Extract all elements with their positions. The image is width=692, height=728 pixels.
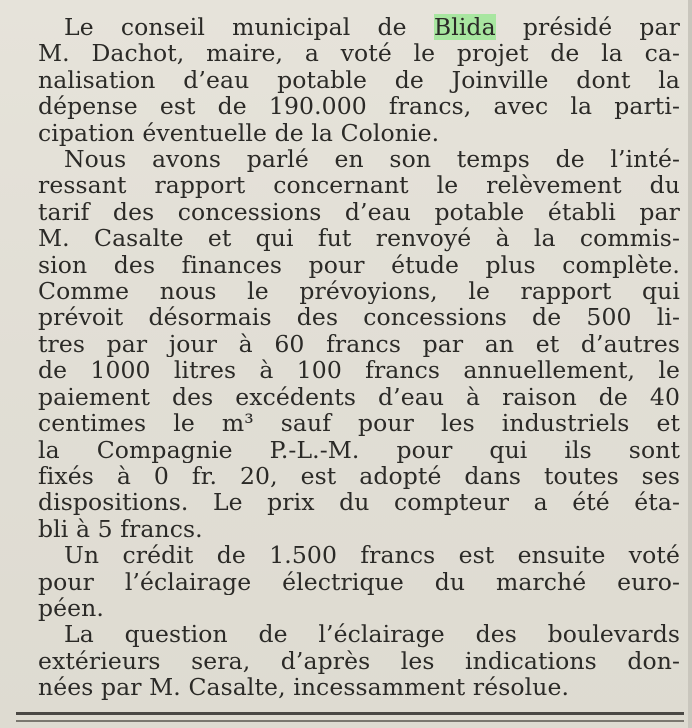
text-line: Comme nous le prévoyions, le rapport qui	[38, 278, 680, 305]
text-line: de 1000 litres à 100 francs annuellement, le	[38, 357, 680, 384]
text-line: centimes le m³ sauf pour les industriels et	[38, 410, 680, 437]
text-line: paiement des excédents d’eau à raison de 40	[38, 383, 680, 411]
highlighted-term: Blida	[433, 14, 496, 41]
column-rule-secondary	[16, 720, 684, 722]
text-line: pour l’éclairage électrique du marché euro-	[38, 568, 680, 595]
text-line: Le conseil municipal de Blida présidé par	[64, 14, 680, 41]
text-line: Un crédit de 1.500 francs est ensuite voté	[64, 542, 680, 569]
text-line: nées par M. Casalte, incessamment résolue.	[38, 674, 570, 701]
text-line: dispositions. Le prix du compteur a été éta-	[38, 489, 680, 516]
paragraph-3	[38, 542, 680, 621]
text-line: tarif des concessions d’eau potable établi par	[38, 198, 680, 226]
article-body	[38, 14, 680, 701]
column-rule	[16, 712, 684, 715]
paragraph-2	[38, 146, 680, 542]
paragraph-1	[38, 14, 680, 146]
text-line: La question de l’éclairage des boulevards	[64, 621, 680, 648]
text-line: Nous avons parlé en son temps de l’inté-	[64, 146, 680, 173]
text-line: extérieurs sera, d’après les indications don-	[38, 647, 680, 675]
text-line: M. Casalte et qui fut renvoyé à la commis-	[38, 225, 680, 252]
text-line: péen.	[38, 594, 104, 622]
text-line: prévoit désormais des concessions de 500 li-	[38, 304, 680, 331]
text-line: nalisation d’eau potable de Joinville dont la	[38, 66, 680, 94]
paragraph-4	[38, 621, 680, 700]
text-line: la Compagnie P.-L.-M. pour qui ils sont	[38, 436, 680, 463]
text-line: M. Dachot, maire, a voté le projet de la ca-	[38, 40, 680, 67]
text-line: cipation éventuelle de la Colonie.	[38, 119, 440, 147]
text-line: tres par jour à 60 francs par an et d’autres	[38, 330, 680, 358]
text-line: bli à 5 francs.	[38, 515, 203, 543]
text-line: dépense est de 190.000 francs, avec la parti-	[38, 93, 680, 120]
text-line: ressant rapport concernant le relèvement du	[38, 172, 680, 199]
text-line: sion des finances pour étude plus complète.	[38, 251, 680, 279]
text-line: fixés à 0 fr. 20, est adopté dans toutes ses	[38, 462, 680, 490]
